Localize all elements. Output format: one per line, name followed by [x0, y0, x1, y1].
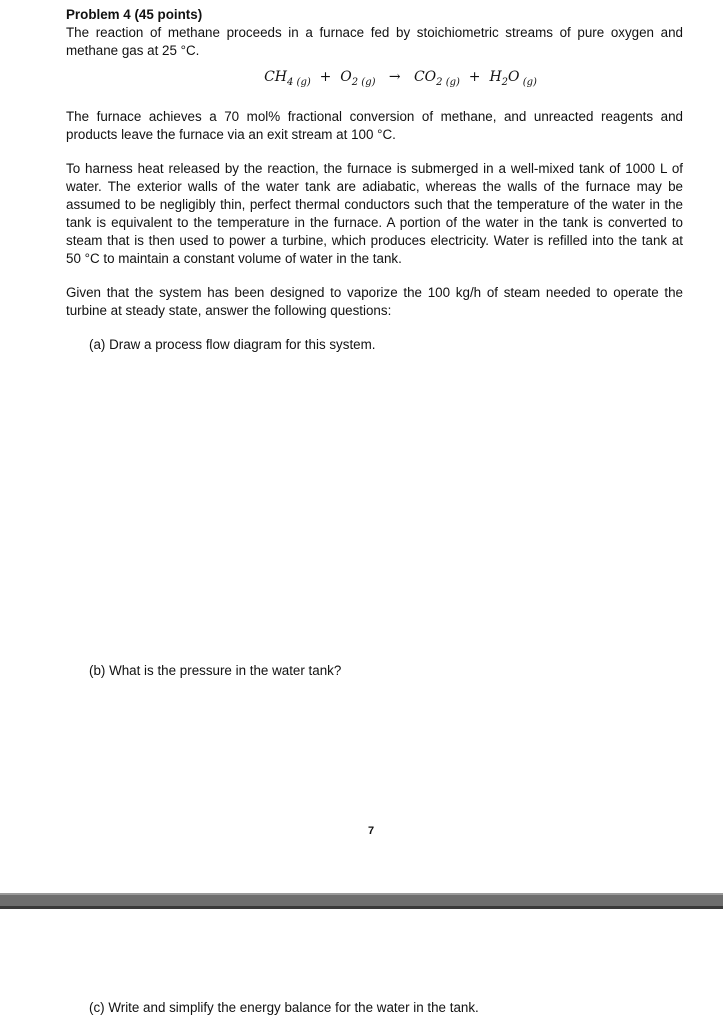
problem-title: Problem 4 (45 points) — [66, 7, 203, 22]
product-co2: $CO_{2 (g)}$ — [413, 69, 460, 88]
plus-sign: + — [310, 69, 341, 85]
tank-paragraph: To harness heat released by the reaction, the furnace is submerged in a well-mixed tank of 1000 L of water. The exterior walls of the water tank are adiabatic, whereas the walls of the furnace may be assumed to be negligibly thin, perfect thermal conductors such that the temperature of the water in the tank is equivalent to the temperature in the furnace. A portion of the water in the tank is converted to steam that is then used to power a turbine, which produces electricity. Water is refilled into the tank at 50 °C to maintain a constant volume of water in the tank. — [66, 160, 683, 266]
question-a: (a) Draw a process flow diagram for this system. — [89, 337, 376, 352]
intro-paragraph: The reaction of methane proceeds in a furnace fed by stoichiometric streams of pure oxygen and methane gas at 25 °C. — [66, 25, 683, 58]
conversion-paragraph: The furnace achieves a 70 mol% fractional conversion of methane, and unreacted reagents and products leave the furnace via an exit stream at 100 °C. — [66, 108, 683, 142]
page-break-divider — [0, 893, 723, 909]
design-paragraph: Given that the system has been designed to vaporize the 100 kg/h of steam needed to operate the turbine at steady state, answer the following questions: — [66, 284, 683, 318]
question-b: (b) What is the pressure in the water tank? — [89, 663, 342, 678]
page-number: 7 — [368, 825, 375, 837]
product-water: $H_2O$ $_{(g)}$ — [489, 69, 537, 88]
question-c: (c) Write and simplify the energy balance for the water in the tank. — [89, 1000, 479, 1015]
plus-sign: + — [459, 69, 490, 85]
problem-body — [66, 6, 683, 320]
reactant-methane: $CH_{4 (g)}$ — [264, 69, 311, 88]
reaction-equation — [118, 68, 683, 92]
reactant-oxygen: $O_{2 (g)}$ — [340, 69, 376, 88]
reaction-arrow: → — [375, 69, 414, 85]
